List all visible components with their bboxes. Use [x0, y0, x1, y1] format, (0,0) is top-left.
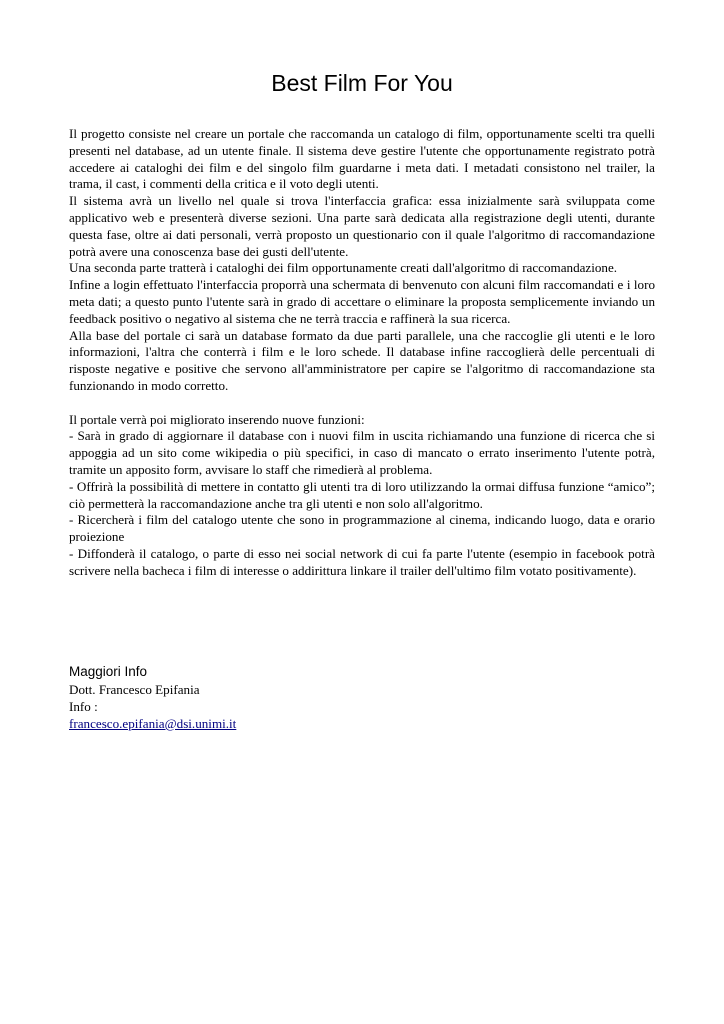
info-label: Info :: [69, 699, 98, 714]
email-line: [69, 715, 655, 732]
paragraph-spacer: [69, 395, 655, 412]
paragraph-interface: Il sistema avrà un livello nel quale si trova l'interfaccia grafica: essa inizialmente sarà sviluppata come applicativo web e presenterà diverse sezioni. Una parte sarà dedicata alla registrazione degli utenti, durante questa fase, oltre ai dati personali, verrà proposto un questionario con il quale l'algoritmo di raccomandazione potrà avere una conoscenza base dei gusti dell'utente.: [69, 193, 655, 259]
paragraph-intro: Il progetto consiste nel creare un portale che raccomanda un catalogo di film, opportunamente scelti tra quelli presenti nel database, ad un utente finale. Il sistema deve gestire l'utente che opportunamente registrato potrà accedere ai cataloghi dei film e del singolo film guardarne i meta dati. I metadati consistono nel trailer, la trama, il cast, i commenti della critica e il voto degli utenti.: [69, 126, 655, 192]
page-title: Best Film For You: [271, 70, 453, 96]
paragraph-database: Alla base del portale ci sarà un database formato da due parti parallele, una che raccoglie gli utenti e le loro informazioni, l'altra che conterrà i film e le loro schede. Il database infine raccoglierà delle percentuali di risposte negative e positive che servono all'amministratore per capire se l'algoritmo di raccomandazione sta funzionando in modo corretto.: [69, 327, 655, 393]
info-section: [69, 663, 655, 732]
feature-item: - Diffonderà il catalogo, o parte di esso nei social network di cui fa parte l'utente (esempio in facebook potrà scrivere nella bacheca i film di interesse o addirittura linkare il trailer dell'ultimo film votato positivamente).: [69, 545, 655, 578]
contact-name: Dott. Francesco Epifania: [69, 682, 200, 697]
document-body: [69, 126, 655, 580]
email-link[interactable]: francesco.epifania@dsi.unimi.it: [69, 716, 237, 731]
feature-item: - Sarà in grado di aggiornare il database con i nuovi film in uscita richiamando una funzione di ricerca che si appoggia ad un sito come wikipedia o più specifici, in caso di mancato o errato inserimento l'utente potrà, tramite un apposito form, avvisare lo staff che rimedierà al problema.: [69, 428, 655, 477]
feature-item: - Ricercherà i film del catalogo utente che sono in programmazione al cinema, indicando luogo, data e orario proiezione: [69, 512, 655, 545]
paragraph-login: Infine a login effettuato l'interfaccia proporrà una schermata di benvenuto con alcuni film raccomandati e i loro meta dati; a questo punto l'utente sarà in grado di accettare o eliminare la proposta semplicemente inviando un feedback positivo o negativo al sistema che ne terrà traccia e raffinerà la sua ricerca.: [69, 277, 655, 326]
features-intro: Il portale verrà poi migliorato inserendo nuove funzioni:: [69, 411, 365, 427]
feature-item: - Offrirà la possibilità di mettere in contatto gli utenti tra di loro utilizzando la ormai diffusa funzione “amico”; ciò permetterà la raccomandazione anche tra gli utenti e non solo all'algoritmo.: [69, 478, 655, 511]
info-heading: Maggiori Info: [69, 664, 148, 679]
paragraph-catalogs: Una seconda parte tratterà i cataloghi dei film opportunamente creati dall'algoritmo di raccomandazione.: [69, 260, 618, 276]
